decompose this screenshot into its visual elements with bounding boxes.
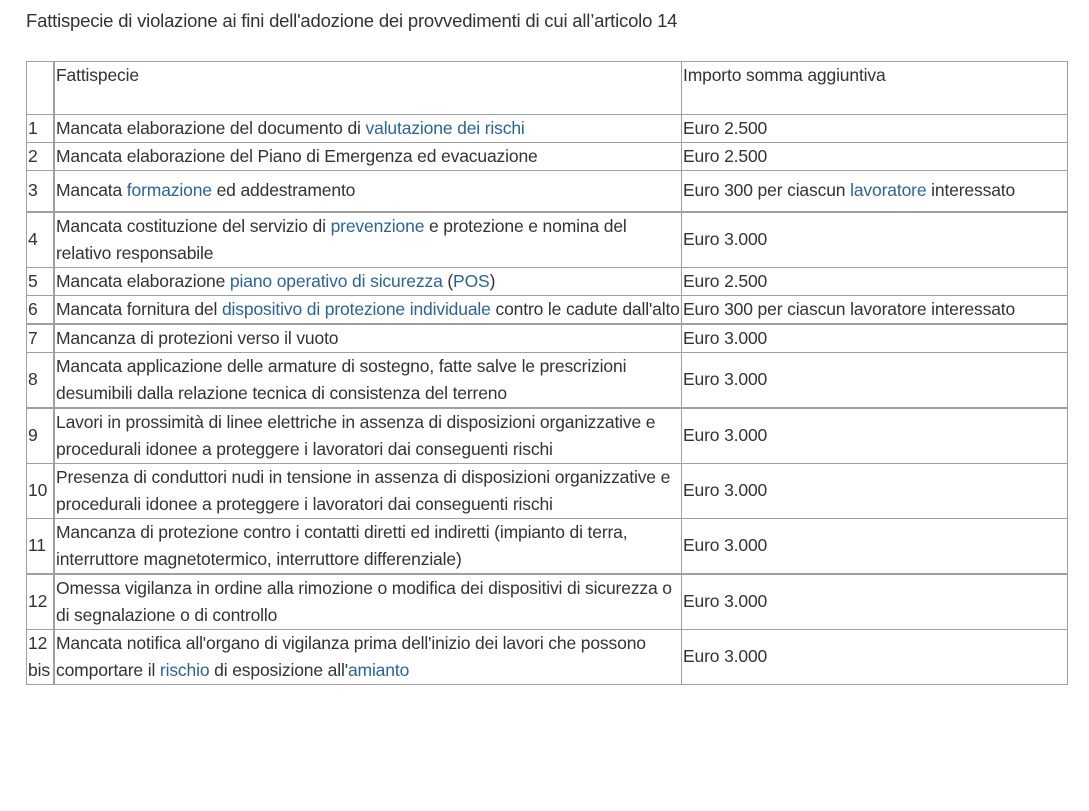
link-valutazione-dei-rischi[interactable]: valutazione dei rischi [365, 118, 525, 138]
text: Euro 3.000 [683, 646, 768, 666]
table-row [27, 518, 1068, 574]
table-row [27, 171, 1068, 212]
row-description [54, 463, 682, 518]
row-description [54, 267, 682, 295]
text: di esposizione all' [209, 659, 348, 680]
row-amount [682, 143, 1068, 171]
text: e protezione e nomina del relativo responsabile [56, 215, 627, 263]
page-title: Fattispecie di violazione ai fini dell'adozione dei provvedimenti di cui all’articolo 14 [26, 10, 678, 31]
row-description [54, 574, 682, 630]
link-lavoratore[interactable]: lavoratore [850, 180, 927, 201]
row-description [54, 295, 682, 324]
row-number: 8 [27, 352, 55, 408]
text: Mancanza di protezioni verso il vuoto [56, 327, 339, 348]
row-amount [682, 463, 1068, 518]
header-fattispecie: Fattispecie [54, 62, 682, 115]
row-description [54, 115, 682, 143]
link-dispositivo-di-protezione-individuale[interactable]: dispositivo di protezione individuale [221, 298, 491, 319]
header-num [27, 62, 55, 115]
text: Euro 300 per ciascun [683, 180, 851, 201]
link-prevenzione[interactable]: prevenzione [330, 215, 425, 236]
text: Mancata elaborazione [56, 270, 230, 291]
text: Euro 3.000 [683, 425, 768, 445]
row-description [54, 352, 682, 408]
text: Euro 3.000 [683, 480, 768, 500]
table-row [27, 267, 1068, 295]
link-formazione[interactable]: formazione [126, 180, 212, 201]
row-description [54, 518, 682, 574]
text: Euro 3.000 [683, 535, 768, 555]
row-description [54, 212, 682, 268]
text: ed addestramento [211, 180, 356, 201]
row-number: 7 [27, 324, 55, 353]
text: Euro 2.500 [683, 118, 768, 138]
row-amount [682, 171, 1068, 212]
table-row [27, 115, 1068, 143]
row-amount [682, 408, 1068, 464]
row-amount [682, 324, 1068, 353]
row-amount [682, 267, 1068, 295]
table-row [27, 143, 1068, 171]
text: Lavori in prossimità di linee elettriche in assenza di disposizioni organizzative e procedurali idonee a proteggere i lavoratori dai conseguenti rischi [56, 411, 656, 459]
table-row [27, 574, 1068, 630]
link-pos[interactable]: POS [453, 270, 490, 291]
text: Euro 3.000 [683, 369, 768, 389]
row-amount [682, 518, 1068, 574]
row-description [54, 143, 682, 171]
row-number: 12 [27, 574, 55, 630]
text: Mancata [56, 180, 127, 201]
row-amount [682, 115, 1068, 143]
text: Mancanza di protezione contro i contatti diretti ed indiretti (impianto di terra, interruttore magnetotermico, interruttore differenziale) [56, 521, 628, 569]
text: Mancata elaborazione del documento di [56, 118, 366, 138]
header-importo: Importo somma aggiuntiva [682, 62, 1068, 115]
link-amianto[interactable]: amianto [347, 659, 410, 680]
row-number: 4 [27, 212, 55, 268]
table-row [27, 212, 1068, 268]
row-number: 12 bis [27, 629, 55, 684]
text: ( [442, 270, 454, 291]
row-amount [682, 629, 1068, 684]
row-description [54, 408, 682, 464]
row-description [54, 324, 682, 353]
text: Euro 2.500 [683, 146, 768, 166]
row-description [54, 629, 682, 684]
text: Euro 3.000 [683, 229, 768, 249]
text: interessato [926, 180, 1016, 201]
row-number: 3 [27, 171, 55, 212]
text: Mancata costituzione del servizio di [56, 215, 331, 236]
link-piano-operativo-di-sicurezza[interactable]: piano operativo di sicurezza [229, 270, 443, 291]
text: Omessa vigilanza in ordine alla rimozione o modifica dei dispositivi di sicurezza o di segnalazione o di controllo [56, 577, 672, 625]
row-amount [682, 574, 1068, 630]
text: Mancata applicazione delle armature di sostegno, fatte salve le prescrizioni desumibili dalla relazione tecnica di consistenza del terreno [56, 355, 627, 403]
row-description [54, 171, 682, 212]
row-number: 10 [27, 463, 55, 518]
table-row [27, 324, 1068, 353]
table-header-row [27, 62, 1068, 115]
text: Euro 3.000 [683, 327, 768, 348]
link-rischio[interactable]: rischio [159, 659, 210, 680]
row-number: 5 [27, 267, 55, 295]
text: Euro 3.000 [683, 591, 768, 611]
table-row [27, 463, 1068, 518]
row-amount [682, 212, 1068, 268]
text: Mancata elaborazione del Piano di Emergenza ed evacuazione [56, 146, 538, 166]
text: Mancata fornitura del [56, 298, 222, 319]
text: contro le cadute dall'alto [490, 298, 680, 319]
text: ) [489, 270, 496, 291]
table-row [27, 295, 1068, 324]
row-number: 9 [27, 408, 55, 464]
text: Euro 2.500 [683, 270, 768, 291]
table-row [27, 629, 1068, 684]
row-number: 2 [27, 143, 55, 171]
violations-table [26, 61, 1068, 685]
text: Presenza di conduttori nudi in tensione in assenza di disposizioni organizzative e procedurali idonee a proteggere i lavoratori dai conseguenti rischi [56, 466, 671, 514]
text: Mancata notifica all'organo di vigilanza prima dell'inizio dei lavori che possono comportare il [56, 632, 646, 680]
table-row [27, 408, 1068, 464]
row-amount [682, 352, 1068, 408]
table-row [27, 352, 1068, 408]
row-number: 6 [27, 295, 55, 324]
row-number: 11 [27, 518, 55, 574]
row-number: 1 [27, 115, 55, 143]
text: Euro 300 per ciascun lavoratore interessato [683, 298, 1016, 319]
row-amount [682, 295, 1068, 324]
